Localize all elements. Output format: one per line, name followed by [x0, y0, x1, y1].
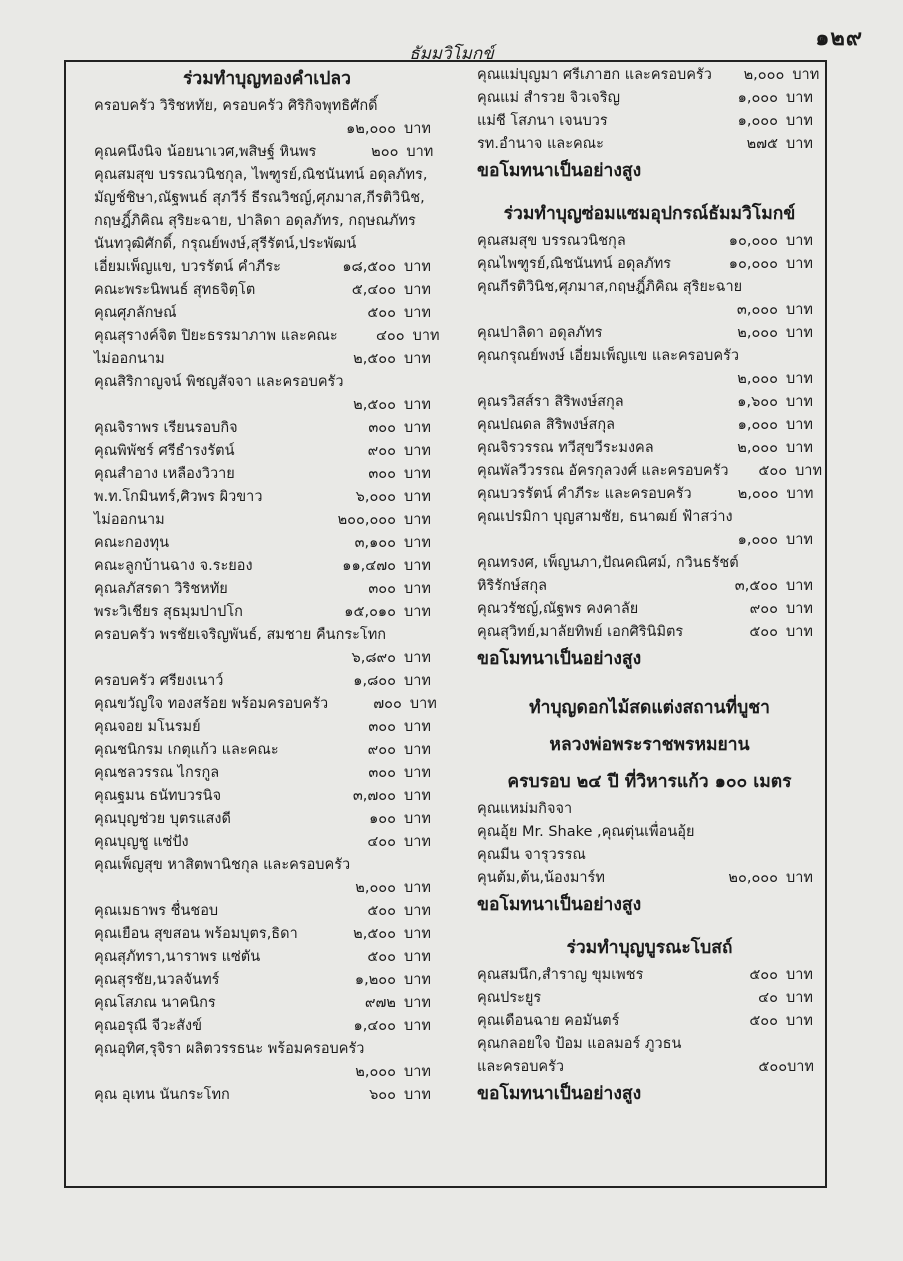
donation-amount: ๒,๐๐๐	[737, 440, 778, 456]
currency-unit: บาท	[786, 256, 813, 272]
donation-row	[477, 987, 822, 1010]
donation-amount: ๒,๐๐๐	[743, 67, 785, 83]
currency-unit: บาท	[786, 532, 813, 548]
donation-row	[94, 509, 440, 532]
donation-row	[477, 87, 822, 110]
donation-row	[94, 601, 440, 624]
currency-unit: บาท	[404, 742, 431, 758]
donor-name-line: นันทวุฒิศักดิ์, กรุณย์พงษ์,สุรีรัตน์,ประพัฒน์	[94, 236, 357, 252]
page-number: ๑๒๙	[815, 26, 863, 51]
donation-row	[94, 923, 440, 946]
donation-row	[94, 1061, 440, 1084]
donor-name: คุณฐมน ธนัทบวรนิจ	[94, 788, 222, 804]
currency-unit: บาท	[404, 1087, 431, 1103]
donor-name: คุณจิรวรรณ ทวีสุขวีระมงคล	[477, 440, 654, 456]
thanks-line: ขอโมทนาเป็นอย่างสูง	[477, 161, 642, 181]
donation-amount: ๗๐๐	[373, 696, 402, 712]
donation-row	[477, 253, 822, 276]
currency-unit: บาท	[404, 604, 431, 620]
donor-name: หิริรักษ์สกุล	[477, 578, 547, 594]
section-title-flowers-1: ทำบุญดอกไม้สดแต่งสถานที่บูชา	[529, 698, 770, 718]
donor-name: คุณปณดล สิริพงษ์สกุล	[477, 417, 616, 433]
donor-name-line: ครอบครัว วิริชหทัย, ครอบครัว ศิริกิจพุทธิศักดิ์	[94, 98, 378, 114]
donation-amount: ๒,๐๐๐	[737, 371, 778, 387]
currency-unit: บาท	[786, 90, 813, 106]
donation-row	[94, 440, 440, 463]
donor-name: คุณปาลิดา อดุลภัทร	[477, 325, 603, 341]
currency-unit: บาท	[786, 624, 813, 640]
currency-unit: บาท	[404, 259, 431, 275]
donation-amount: ๒,๕๐๐	[353, 926, 396, 942]
donation-amount: ๔๐	[758, 990, 778, 1006]
donor-name: คุณแม่ สำรวย จิวเจริญ	[477, 90, 620, 106]
donation-row	[94, 394, 440, 417]
donation-amount: ๕๐๐	[367, 949, 396, 965]
donation-row	[477, 598, 822, 621]
currency-unit: บาท	[404, 305, 431, 321]
section-title-temple: ร่วมทำบุญบูรณะโบสถ์	[566, 938, 733, 958]
donation-amount: ๓,๕๐๐	[734, 578, 778, 594]
donation-row	[477, 368, 822, 391]
donor-name: คณะลูกบ้านฉาง จ.ระยอง	[94, 558, 253, 574]
currency-unit: บาท	[404, 650, 431, 666]
header-title: ธัมมวิโมกข์	[409, 44, 494, 64]
donor-name: คุณแม่บุญมา ศรีเภาฮก และครอบครัว	[477, 67, 712, 83]
donation-row	[94, 808, 440, 831]
donor-name: คุณไพฑูรย์,ณิชนันทน์ อดุลภัทร	[477, 256, 672, 272]
donation-amount: ๒,๐๐๐	[737, 486, 779, 502]
donation-amount: ๓,๑๐๐	[354, 535, 396, 551]
donor-name-line: คุณอุ้ย Mr. Shake ,คุณตุ่นเพื่อนอุ้ย	[477, 824, 695, 840]
donation-amount: ๕๐๐	[749, 624, 778, 640]
currency-unit: บาท	[404, 489, 431, 505]
donor-name: คุณรวิสส์รา สิริพงษ์สกุล	[477, 394, 624, 410]
donor-name-line: คุณแหม่มกิจจา	[477, 801, 573, 817]
currency-unit: บาท	[792, 67, 820, 83]
donor-name-line: กฤษฎิ์ภิคิณ สุริยะฉาย, ปาลิดา อดุลภัทร, กฤษณภัทร	[94, 213, 416, 229]
donation-row	[477, 621, 822, 644]
donor-name: คุณบวรรัตน์ คำภีระ และครอบครัว	[477, 486, 692, 502]
currency-unit: บาท	[786, 417, 813, 433]
currency-unit: บาท	[786, 1013, 813, 1029]
donation-amount: ๓๐๐	[368, 765, 396, 781]
donor-name-line: ครอบครัว พรชัยเจริญพันธ์, สมชาย คืนกระโทก	[94, 627, 387, 643]
donation-amount: ๕๐๐	[749, 1013, 778, 1029]
donor-name: คุณสุรางค์จิต ปิยะธรรมาภาพ และคณะ	[94, 328, 338, 344]
donor-name: คุณประยูร	[477, 990, 542, 1006]
donor-name: ไม่ออกนาม	[94, 351, 165, 367]
donation-amount: ๑๐๐	[369, 811, 396, 827]
donor-name: คุณโสภณ นาคนิกร	[94, 995, 216, 1011]
donor-name-line: คุณมีน จารุวรรณ	[477, 847, 586, 863]
currency-unit: บาท	[404, 926, 431, 942]
donation-row	[94, 417, 440, 440]
donation-amount: ๕๐๐	[367, 903, 396, 919]
donor-name: คุณชลวรรณ ไกรกูล	[94, 765, 220, 781]
donor-name: และครอบครัว	[477, 1059, 565, 1075]
currency-unit: บาท	[786, 486, 814, 502]
donor-name: ไม่ออกนาม	[94, 512, 165, 528]
donation-amount: ๑,๐๐๐	[737, 417, 778, 433]
donation-row	[477, 391, 822, 414]
thanks-line: ขอโมทนาเป็นอย่างสูง	[477, 649, 642, 669]
currency-unit: บาท	[404, 788, 431, 804]
currency-unit: บาท	[404, 1018, 431, 1034]
donor-name: คุณพัลวีวรรณ อัครกุลวงศ์ และครอบครัว	[477, 463, 729, 479]
donation-amount: ๕๐๐	[758, 463, 788, 479]
donation-row	[477, 483, 822, 506]
donor-name: ครอบครัว ศรียงเนาว์	[94, 673, 224, 689]
donor-name: คุณขวัญใจ ทองสร้อย พร้อมครอบครัว	[94, 696, 329, 712]
donor-name: คุณวรัชญ์,ณัฐพร คงคาลัย	[477, 601, 639, 617]
donor-name-line: คุณอุทิศ,รุจิรา ผลิตวรรธนะ พร้อมครอบครัว	[94, 1041, 365, 1057]
donor-name: พระวิเชียร สุธมฺมปาปโก	[94, 604, 243, 620]
currency-unit: บาท	[786, 113, 813, 129]
currency-unit: บาท	[404, 282, 431, 298]
donor-name: คณะพระนิพนธ์ สุทธจิตฺโต	[94, 282, 256, 298]
donation-amount: ๑,๔๐๐	[353, 1018, 396, 1034]
currency-unit: บาท	[404, 558, 431, 574]
donation-amount: ๑๕,๐๑๐	[344, 604, 396, 620]
donor-name: รท.อำนาจ และคณะ	[477, 136, 604, 152]
currency-unit: บาท	[404, 765, 431, 781]
donor-name: คุณสมสุข บรรณวนิชกุล	[477, 233, 626, 249]
currency-unit: บาท	[786, 233, 813, 249]
donation-amount: ๑๑,๔๗๐	[342, 558, 396, 574]
donation-amount: ๑๒,๐๐๐	[346, 121, 396, 137]
currency-unit: บาท	[786, 601, 813, 617]
donor-name: คุณ อุเทน นันกระโทก	[94, 1087, 230, 1103]
donation-row	[94, 969, 440, 992]
donation-amount: ๙๐๐	[367, 742, 396, 758]
donor-name: แม่ชี โสภนา เจนบวร	[477, 113, 608, 129]
donation-row	[94, 555, 440, 578]
currency-unit: บาท	[786, 394, 813, 410]
flower-rows	[477, 798, 822, 890]
currency-unit: บาท	[404, 512, 431, 528]
donation-row	[477, 964, 822, 987]
donor-name: คุณสุรชัย,นวลจันทร์	[94, 972, 220, 988]
donor-name-line: คุณเปรมิกา บุญสามชัย, ธนาฒย์ ฟ้าสว่าง	[477, 509, 733, 525]
donor-name: พ.ท.โกมินทร์,ศิวพร ผิวขาว	[94, 489, 263, 505]
donor-name: คุณจอย มโนรมย์	[94, 719, 201, 735]
donation-row	[477, 867, 822, 890]
donation-row	[94, 532, 440, 555]
donor-name: คุณเมธาพร ชื่นชอบ	[94, 903, 219, 919]
section-title-repair: ร่วมทำบุญซ่อมแซมอุปกรณ์ธัมมวิโมกข์	[503, 204, 796, 224]
currency-unit: บาท	[409, 696, 437, 712]
currency-unit: บาท	[786, 870, 813, 886]
donation-row	[477, 460, 822, 483]
donation-row	[94, 992, 440, 1015]
donation-row	[94, 325, 440, 348]
currency-unit: บาท	[786, 302, 813, 318]
donor-name: คุณเยือน สุขสอน พร้อมบุตร,ธิดา	[94, 926, 298, 942]
currency-unit: บาท	[404, 880, 431, 896]
section-title-flowers-3: ครบรอบ ๒๔ ปี ที่วิหารแก้ว ๑๐๐ เมตร	[507, 772, 792, 792]
donation-amount: ๒๐,๐๐๐	[728, 870, 778, 886]
donor-name: เอี่ยมเพ็ญแข, บวรรัตน์ คำภีระ	[94, 259, 281, 275]
donation-amount: ๑๐,๐๐๐	[728, 256, 778, 272]
left-column	[94, 64, 440, 1107]
donation-amount: ๒,๐๐๐	[355, 1064, 396, 1080]
donation-row	[94, 900, 440, 923]
donation-row	[477, 133, 822, 156]
donation-row	[94, 877, 440, 900]
currency-unit: บาท	[795, 463, 822, 479]
donor-name-line: คุณกลอยใจ ป้อม แอลมอร์ ภูวธน	[477, 1036, 682, 1052]
currency-unit: บาท	[786, 371, 813, 387]
donation-amount: ๕๐๐	[749, 967, 778, 983]
donation-row	[94, 785, 440, 808]
donor-name: คุณศุภลักษณ์	[94, 305, 177, 321]
donation-row	[477, 64, 822, 87]
donation-amount: ๒,๕๐๐	[353, 351, 396, 367]
donor-name-line: คุณสิริกาญจน์ พิชญสัจจา และครอบครัว	[94, 374, 344, 390]
donation-amount: ๒๗๕	[746, 136, 778, 152]
donor-name: คุณสุภัทรา,นาราพร แซ่ตัน	[94, 949, 261, 965]
donor-name-line: คุณสมสุข บรรณวนิชกุล, ไพฑูรย์,ณิชนันทน์ อดุลภัทร,	[94, 167, 428, 183]
left-rows	[94, 95, 440, 1107]
donation-amount: ๓,๗๐๐	[352, 788, 396, 804]
currency-unit: บาท	[786, 325, 813, 341]
donation-row	[477, 1056, 822, 1079]
donation-row	[94, 831, 440, 854]
donation-row	[94, 716, 440, 739]
donation-amount: ๑๘,๕๐๐	[342, 259, 396, 275]
donation-amount: ๒๐๐,๐๐๐	[337, 512, 396, 528]
donation-row	[94, 256, 440, 279]
currency-unit: บาท	[406, 144, 434, 160]
currency-unit: บาท	[786, 136, 813, 152]
donation-row	[477, 575, 822, 598]
donation-row	[477, 529, 822, 552]
temple-rows	[477, 964, 822, 1079]
donation-amount: ๓,๐๐๐	[736, 302, 778, 318]
donor-name: คุณพิพัชร์ ศรีธำรงรัตน์	[94, 443, 235, 459]
donation-amount: ๙๗๒	[364, 995, 396, 1011]
donation-amount: ๑,๒๐๐	[354, 972, 396, 988]
currency-unit: บาท	[412, 328, 440, 344]
donation-row	[94, 463, 440, 486]
donor-name-line: คุณทรงศ, เพ็ญนภา,ปัณคณิศม์, กวินธรัชต์	[477, 555, 739, 571]
currency-unit: บาท	[786, 578, 813, 594]
currency-unit: บาท	[404, 811, 431, 827]
donation-row	[477, 437, 822, 460]
currency-unit: บาท	[404, 1064, 431, 1080]
donation-row	[477, 1010, 822, 1033]
donor-name: คุณเดือนฉาย คอมันตร์	[477, 1013, 620, 1029]
donation-row	[94, 739, 440, 762]
donation-amount: ๑,๐๐๐	[737, 113, 778, 129]
currency-unit: บาท	[404, 581, 431, 597]
currency-unit: บาท	[404, 121, 431, 137]
currency-unit: บาท	[404, 443, 431, 459]
donation-amount: ๙๐๐	[367, 443, 396, 459]
donation-row	[477, 230, 822, 253]
donation-amount: ๑,๐๐๐	[737, 532, 778, 548]
donor-name: คุณจิราพร เรียนรอบกิจ	[94, 420, 238, 436]
donation-amount: ๖๐๐	[369, 1087, 396, 1103]
currency-unit: บาท	[786, 967, 813, 983]
donation-row	[94, 1084, 440, 1107]
donation-amount: ๖,๐๐๐	[355, 489, 396, 505]
donation-row	[94, 693, 440, 716]
donation-amount: ๙๐๐	[749, 601, 778, 617]
donation-amount: ๓๐๐	[368, 466, 396, 482]
donation-amount: ๒๐๐	[371, 144, 399, 160]
donation-amount: ๒,๐๐๐	[737, 325, 778, 341]
donation-amount: ๒,๐๐๐	[355, 880, 396, 896]
currency-unit: บาท	[404, 719, 431, 735]
right-top-rows	[477, 64, 822, 156]
thanks-line: ขอโมทนาเป็นอย่างสูง	[477, 895, 642, 915]
donor-name: คุณอรุณี จีวะสังข์	[94, 1018, 202, 1034]
donation-row	[477, 299, 822, 322]
currency-unit: บาท	[404, 420, 431, 436]
donation-amount: ๔๐๐	[375, 328, 405, 344]
donation-row	[477, 322, 822, 345]
currency-unit: บาท	[404, 673, 431, 689]
donor-name-line: คุณกรุณย์พงษ์ เอี่ยมเพ็ญแข และครอบครัว	[477, 348, 739, 364]
donation-amount: ๕๐๐	[367, 305, 396, 321]
donation-row	[94, 946, 440, 969]
currency-unit: บาท	[404, 466, 431, 482]
donation-amount: ๑,๖๐๐	[737, 394, 778, 410]
donor-name: คุณสุวิทย์,มาลัยทิพย์ เอกศิรินิมิตร	[477, 624, 684, 640]
currency-unit: บาท	[786, 990, 813, 1006]
repair-rows	[477, 230, 822, 644]
currency-unit: บาท	[404, 351, 431, 367]
donor-name-line: คุณกีรติวินิช,ศุภมาส,กฤษฎิ์ภิคิณ สุริยะฉาย	[477, 279, 743, 295]
currency-unit: บาท	[404, 397, 431, 413]
donor-name: คุนต้ม,ต้น,น้องมาร์ท	[477, 870, 605, 886]
donor-name: คุณคนึงนิจ น้อยนาเวศ,พสิษฐ์ หินพร	[94, 144, 317, 160]
donor-name: คณะกองทุน	[94, 535, 169, 551]
donation-row	[477, 110, 822, 133]
section-title-gold-leaf: ร่วมทำบุญทองคำเปลว	[183, 69, 351, 89]
donation-amount: ๓๐๐	[368, 581, 396, 597]
donor-name: คุณชนิกรม เกตุแก้ว และคณะ	[94, 742, 279, 758]
currency-unit: บาท	[404, 903, 431, 919]
right-column	[477, 64, 822, 1110]
currency-unit: บาท	[404, 834, 431, 850]
donation-row	[94, 118, 440, 141]
donor-name: คุณบุญช่วย บุตรแสงดี	[94, 811, 231, 827]
donation-amount: ๑,๐๐๐	[737, 90, 778, 106]
donation-row	[94, 348, 440, 371]
currency-unit: บาท	[786, 440, 813, 456]
donation-amount: ๖,๘๙๐	[351, 650, 396, 666]
currency-unit: บาท	[404, 995, 431, 1011]
currency-unit: บาท	[404, 972, 431, 988]
donation-amount: ๓๐๐	[368, 420, 396, 436]
currency-unit: บาท	[404, 535, 431, 551]
donation-amount: ๑๐,๐๐๐	[728, 233, 778, 249]
donor-name: คุณลภัสรดา วิริชหทัย	[94, 581, 228, 597]
donation-amount: ๒,๕๐๐	[353, 397, 396, 413]
donation-row	[94, 647, 440, 670]
donation-row	[94, 302, 440, 325]
donor-name: คุณสมนึก,สำราญ ขุมเพชร	[477, 967, 644, 983]
thanks-line: ขอโมทนาเป็นอย่างสูง	[477, 1084, 642, 1104]
donation-row	[94, 762, 440, 785]
donation-amount: ๓๐๐	[368, 719, 396, 735]
donor-name-line: มัญช์ชิษา,ณัฐพนธ์ สุภวีร์ ธีรณวิชญ์,ศุภมาส,กีรติวินิช,	[94, 190, 425, 206]
donor-name-line: คุณเพ็ญสุข หาสิตพานิชกุล และครอบครัว	[94, 857, 351, 873]
donation-amount: ๑,๘๐๐	[353, 673, 396, 689]
donation-row	[94, 279, 440, 302]
currency-unit: บาท	[404, 949, 431, 965]
donation-row	[477, 414, 822, 437]
donation-row	[94, 1015, 440, 1038]
donation-row	[94, 578, 440, 601]
donation-amount: ๔๐๐	[367, 834, 396, 850]
donation-amount: ๕,๔๐๐	[351, 282, 396, 298]
donor-name: คุณสำอาง เหลืองวิวาย	[94, 466, 235, 482]
section-title-flowers-2: หลวงพ่อพระราชพรหมยาน	[549, 735, 750, 755]
donation-row	[94, 670, 440, 693]
donation-row	[94, 141, 440, 164]
donation-row	[94, 486, 440, 509]
donor-name: คุณบุญชู แซ่ปัง	[94, 834, 189, 850]
donation-amount: ๕๐๐บาท	[758, 1059, 814, 1075]
